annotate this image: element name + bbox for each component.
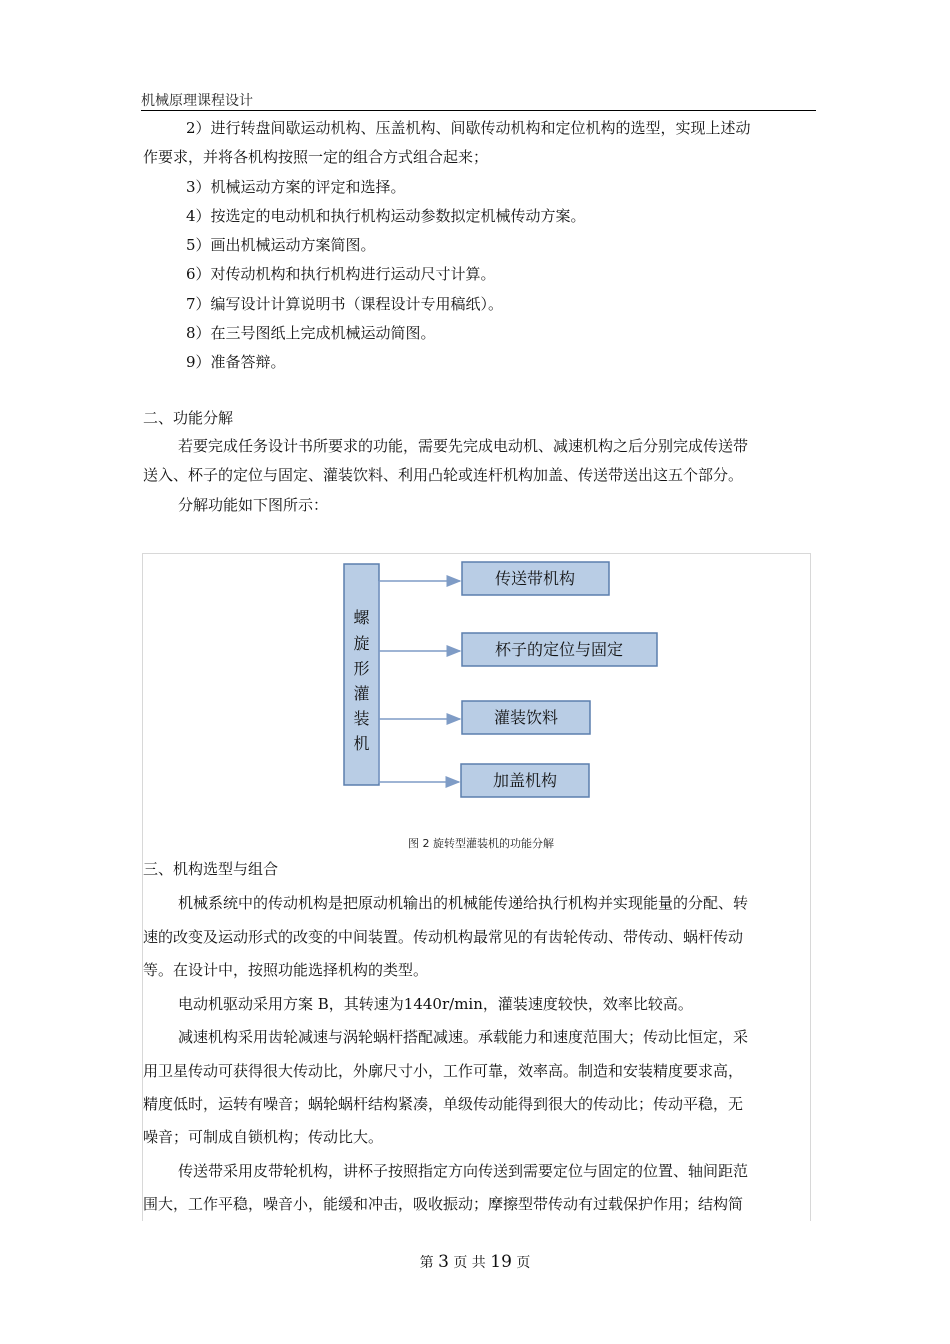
list-item-5: 5）画出机械运动方案简图。 xyxy=(186,236,376,254)
root-char: 灌 xyxy=(353,684,370,703)
list-item-6: 6）对传动机构和执行机构进行运动尺寸计算。 xyxy=(186,265,496,283)
branch-label-conveyor: 传送带机构 xyxy=(494,569,576,588)
branch-label-filling: 灌装饮料 xyxy=(493,708,559,727)
footer-suffix: 页 xyxy=(516,1255,531,1271)
section-heading-3: 三、机构选型与组合 xyxy=(143,860,279,878)
paragraph-3-line-3: 等。在设计中，按照功能选择机构的类型。 xyxy=(143,961,429,979)
paragraph-1-line-1: 若要完成任务设计书所要求的功能，需要先完成电动机、减速机构之后分别完成传送带 xyxy=(178,437,749,455)
page-total: 19 xyxy=(490,1252,512,1272)
page-footer xyxy=(0,1252,950,1272)
page-number: 3 xyxy=(438,1252,449,1272)
header-rule xyxy=(141,110,816,111)
list-item-2-cont: 作要求，并将各机构按照一定的组合方式组合起来； xyxy=(143,148,489,166)
root-char: 形 xyxy=(353,659,370,678)
list-item-7: 7）编写设计计算说明书（课程设计专用稿纸）。 xyxy=(186,295,504,313)
paragraph-5-line-2: 用卫星传动可获得很大传动比，外廓尺寸小，工作可靠，效率高。制造和安装精度要求高， xyxy=(143,1062,744,1080)
list-item-4: 4）按选定的电动机和执行机构运动参数拟定机械传动方案。 xyxy=(186,207,586,225)
root-char: 机 xyxy=(353,734,370,753)
paragraph-5-line-1: 减速机构采用齿轮减速与涡轮蜗杆搭配减速。承载能力和速度范围大；传动比恒定，采 xyxy=(178,1028,749,1046)
paragraph-4: 电动机驱动采用方案 B，其转速为1440r/min，灌装速度较快，效率比较高。 xyxy=(178,995,693,1013)
paragraph-3-line-2: 速的改变及运动形式的改变的中间装置。传动机构最常见的有齿轮传动、带传动、蜗杆传动 xyxy=(143,928,744,946)
paragraph-1-line-2: 送入、杯子的定位与固定、灌装饮料、利用凸轮或连杆机构加盖、传送带送出这五个部分。 xyxy=(143,466,744,484)
branch-label-capping: 加盖机构 xyxy=(492,771,558,790)
section-heading-2: 二、功能分解 xyxy=(143,409,234,427)
footer-mid: 页 共 xyxy=(453,1255,486,1271)
paragraph-5-line-3: 精度低时，运转有噪音；蜗轮蜗杆结构紧凑，单级传动能得到很大的传动比；传动平稳，无 xyxy=(143,1095,744,1113)
branch-label-cup-positioning: 杯子的定位与固定 xyxy=(494,640,624,659)
list-item-2: 2）进行转盘间歇运动机构、压盖机构、间歇传动机构和定位机构的选型，实现上述动 xyxy=(186,119,751,137)
list-item-9: 9）准备答辩。 xyxy=(186,353,286,371)
paragraph-6-line-1: 传送带采用皮带轮机构，讲杯子按照指定方向传送到需要定位与固定的位置、轴间距范 xyxy=(178,1162,749,1180)
list-item-3: 3）机械运动方案的评定和选择。 xyxy=(186,178,406,196)
root-char: 装 xyxy=(353,709,370,728)
diagram-svg xyxy=(142,553,809,853)
figure-caption: 图 2 旋转型灌装机的功能分解 xyxy=(408,837,554,850)
paragraph-2: 分解功能如下图所示： xyxy=(178,496,329,514)
running-header: 机械原理课程设计 xyxy=(141,93,253,109)
function-diagram xyxy=(142,553,809,853)
list-item-8: 8）在三号图纸上完成机械运动简图。 xyxy=(186,324,436,342)
paragraph-5-line-4: 噪音；可制成自锁机构；传动比大。 xyxy=(143,1128,384,1146)
root-char: 旋 xyxy=(353,634,370,653)
footer-prefix: 第 xyxy=(419,1255,434,1271)
paragraph-3-line-1: 机械系统中的传动机构是把原动机输出的机械能传递给执行机构并实现能量的分配、转 xyxy=(178,894,749,912)
root-char: 螺 xyxy=(353,608,370,627)
paragraph-6-line-2: 围大，工作平稳，噪音小，能缓和冲击，吸收振动；摩擦型带传动有过载保护作用；结构简 xyxy=(143,1195,744,1213)
